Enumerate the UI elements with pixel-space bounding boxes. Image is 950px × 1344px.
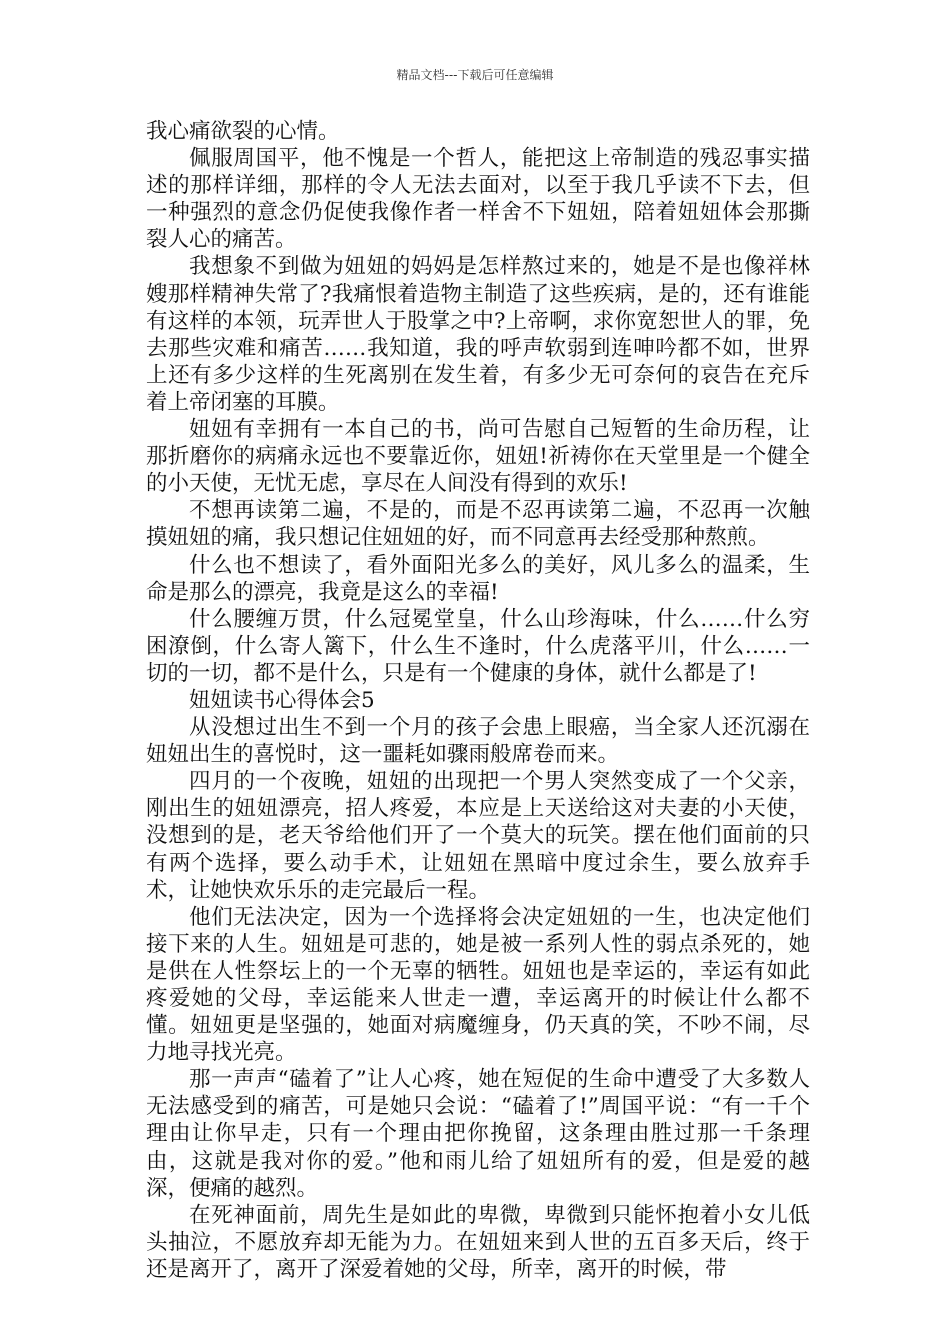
page-header: 精品文档---下载后可任意编辑 — [396, 68, 554, 82]
paragraph: 妞妞有幸拥有一本自己的书，尚可告慰自己短暂的生命历程，让那折磨你的病痛永远也不要靠近你，妞妞!祈祷你在天堂里是一个健全的小天使，无忧无虑，享尽在人间没有得到的欢乐! — [146, 417, 810, 497]
paragraph: 在死神面前，周先生是如此的卑微，卑微到只能怀抱着小女儿低头抽泣，不愿放弃却无能为力。在妞妞来到人世的五百多天后，终于还是离开了，离开了深爱着她的父母，所幸，离开的时候，带 — [146, 1202, 810, 1282]
paragraph: 不想再读第二遍，不是的，而是不忍再读第二遍，不忍再一次触摸妞妞的痛，我只想记住妞妞的好，而不同意再去经受那种熬煎。 — [146, 498, 810, 551]
paragraph: 什么也不想读了，看外面阳光多么的美好，风儿多么的温柔，生命是那么的漂亮，我竟是这么的幸福! — [146, 552, 810, 605]
paragraph: 妞妞读书心得体会5 — [189, 687, 375, 713]
paragraph: 什么腰缠万贯，什么冠冕堂皇，什么山珍海味，什么……什么穷困潦倒，什么寄人篱下，什么生不逢时，什么虎落平川，什么……一切的一切，都不是什么，只是有一个健康的身体，就什么都是了! — [146, 606, 810, 686]
document-body — [146, 118, 810, 1283]
paragraph: 四月的一个夜晚，妞妞的出现把一个男人突然变成了一个父亲，刚出生的妞妞漂亮，招人疼爱，本应是上天送给这对夫妻的小天使，没想到的是，老天爷给他们开了一个莫大的玩笑。摆在他们面前的只有两个选择，要么动手术，让妞妞在黑暗中度过余生，要么放弃手术，让她快欢乐乐的走完最后一程。 — [146, 769, 810, 903]
paragraph: 我心痛欲裂的心情。 — [146, 119, 340, 144]
paragraph: 那一声声“磕着了”让人心疼，她在短促的生命中遭受了大多数人无法感受到的痛苦，可是她只会说：“磕着了!”周国平说：“有一千个理由让你早走，只有一个理由把你挽留，这条理由胜过那一千条理由，这就是我对你的爱。”他和雨儿给了妞妞所有的爱，但是爱的越深，便痛的越烈。 — [146, 1067, 810, 1201]
paragraph: 佩服周国平，他不愧是一个哲人，能把这上帝制造的残忍事实描述的那样详细，那样的令人无法去面对，以至于我几乎读不下去，但一种强烈的意念仍促使我像作者一样舍不下妞妞，陪着妞妞体会那撕裂人心的痛苦。 — [146, 146, 810, 253]
paragraph: 他们无法决定，因为一个选择将会决定妞妞的一生，也决定他们接下来的人生。妞妞是可悲的，她是被一系列人性的弱点杀死的，她是供在人性祭坛上的一个无辜的牺牲。妞妞也是幸运的，幸运有如此疼爱她的父母，幸运能来人世走一遭，幸运离开的时候让什么都不懂。妞妞更是坚强的，她面对病魔缠身，仍天真的笑，不吵不闹，尽力地寻找光亮。 — [146, 904, 810, 1066]
paragraph: 从没想过出生不到一个月的孩子会患上眼癌，当全家人还沉溺在妞妞出生的喜悦时，这一噩耗如骤雨般席卷而来。 — [146, 715, 810, 768]
paragraph: 我想象不到做为妞妞的妈妈是怎样熬过来的，她是不是也像祥林嫂那样精神失常了?我痛恨着造物主制造了这些疾病，是的，还有谁能有这样的本领，玩弄世人于股掌之中?上帝啊，求你宽恕世人的罪，免去那些灾难和痛苦……我知道，我的呼声软弱到连呻吟都不如，世界上还有多少这样的生死离别在发生着，有多少无可奈何的哀告在充斥着上帝闭塞的耳膜。 — [146, 254, 810, 415]
